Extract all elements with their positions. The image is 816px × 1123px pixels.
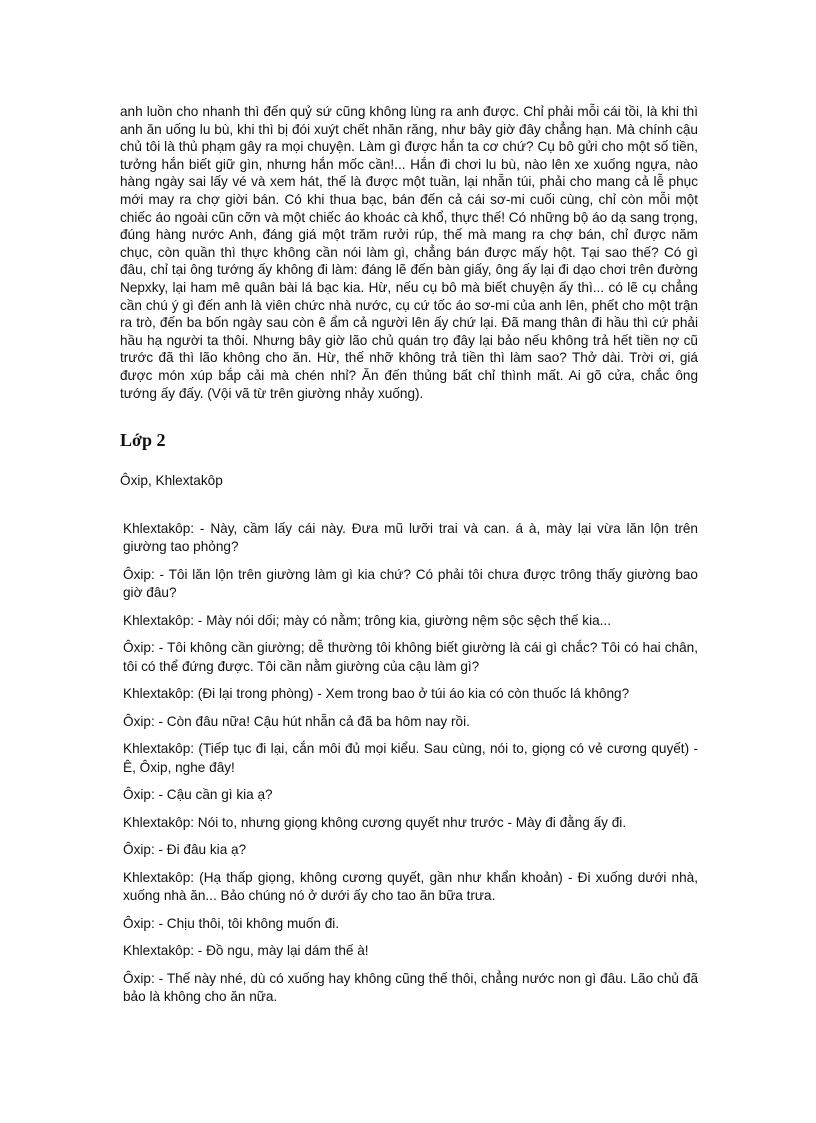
dialogue-line: Ôxip: - Cậu cần gì kia ạ? [123, 787, 273, 803]
dialogue-line: Khlextakôp: - Mày nói dối; mày có nằm; trông kia, giường nệm sộc sệch thế kia... [123, 612, 611, 628]
monologue-paragraph: anh luồn cho nhanh thì đến quỷ sứ cũng không lùng ra anh được. Chỉ phải mỗi cái tồi, là khi thì anh ăn uống lu bù, khi thì bị đói xuýt chết nhăn răng, như bây giờ đây chẳng hạn. Mà chính cậu chủ tôi là thủ phạm gây ra mọi chuyện. Làm gì được hắn ta cơ chứ? Cụ bô gửi cho một số tiền, tưởng hắn biết giữ gìn, nhưng hắn mốc cần!... Hắn đi chơi lu bù, nào lên xe xuống ngựa, nào hàng ngày sai lấy vé và xem hát, thế là được một tuần, lại nhẵn túi, phải cho mang cả lễ phục mới may ra chợ giời bán. Có khi thua bạc, bán đến cả cái sơ-mi cuối cùng, chỉ còn mỗi một chiếc áo ngoài cũn cỡn và một chiếc áo khoác cà khổ, thực thế! Có những bộ áo dạ sang trọng, đúng hàng nước Anh, đáng giá một trăm rưởi rúp, thế mà mang ra chợ bán, chỉ được năm chục, còn quần thì thực không cần nói làm gì, chẳng bán được mấy hột. Tại sao thế? Có gì đâu, chỉ tại ông tướng ấy không đi làm: đáng lẽ đến bàn giấy, ông ấy lại đi dạo chơi trên đường Nepxky, lại ham mê quân bài lá bạc kia. Hừ, nếu cụ bô mà biết chuyện ấy thì... có lẽ cụ chẳng cần chú ý gì đến anh là viên chức nhà nước, cụ cứ tốc áo sơ-mi của anh lên, phết cho một trận ra trò, đến ba bốn ngày sau còn ê ẩm cả người lên ấy chứ lại. Đã mang thân đi hầu thì cứ phải hầu hạ người ta thôi. Nhưng bây giờ lão chủ quán trọ đây lại bảo nếu không trả hết tiền nợ cũ trước đã thì lão không cho ăn. Hừ, thế nhỡ không trả tiền thì làm sao? Thở dài. Trời ơi, giá được món xúp bắp cải mà chén nhỉ? Ăn đến thủng bất chỉ thình mất. Ai gõ cửa, chắc ông tướng ấy đấy. (Vội vã từ trên giường nhảy xuống). [120, 104, 698, 401]
dialogue-line: Ôxip: - Tôi lăn lộn trên giường làm gì kia chứ? Có phải tôi chưa được trông thấy giường bao giờ đâu? [123, 566, 698, 601]
dialogue-line: Khlextakôp: (Hạ thấp giọng, không cương quyết, gần như khẩn khoản) - Đi xuống dưới nhà, xuống nhà ăn... Bảo chúng nó ở dưới ấy cho tao ăn bữa trưa. [123, 869, 698, 904]
dialogue-line: Khlextakôp: Nói to, nhưng giọng không cương quyết như trước - Mày đi đằng ấy đi. [123, 814, 627, 830]
dialogue-line: Ôxip: - Tôi không cần giường; dễ thường tôi không biết giường là cái gì chắc? Tôi có hai chân, tôi có thể đứng được. Tôi cần nằm giường của cậu làm gì? [123, 640, 698, 674]
dialogue-section [120, 520, 698, 1007]
page-content [120, 103, 698, 1016]
dialogue-line: Ôxip: - Chịu thôi, tôi không muốn đi. [123, 915, 340, 931]
dialogue-line: Khlextakôp: - Này, cầm lấy cái này. Đưa mũ lưỡi trai và can. á à, mày lại vừa lăn lộn trên giường tao phỏng? [123, 520, 698, 555]
dialogue-line: Ôxip: - Đi đâu kia ạ? [123, 842, 247, 858]
scene-heading: Lớp 2 [120, 430, 166, 451]
dialogue-line: Ôxip: - Còn đâu nữa! Cậu hút nhẵn cả đã ba hôm nay rồi. [123, 713, 470, 729]
dialogue-line: Ôxip: - Thế này nhé, dù có xuống hay không cũng thế thôi, chẳng nước non gì đâu. Lão chủ đã bảo là không cho ăn nữa. [123, 970, 698, 1005]
dialogue-line: Khlextakôp: (Đi lại trong phòng) - Xem trong bao ở túi áo kia có còn thuốc lá không? [123, 686, 630, 702]
character-list: Ôxip, Khlextakôp [120, 473, 223, 489]
dialogue-line: Khlextakôp: - Đồ ngu, mày lại dám thế à! [123, 943, 369, 959]
dialogue-line: Khlextakôp: (Tiếp tục đi lại, cắn môi đủ mọi kiểu. Sau cùng, nói to, giọng có vẻ cương quyết) - Ê, Ôxip, nghe đây! [123, 741, 698, 775]
